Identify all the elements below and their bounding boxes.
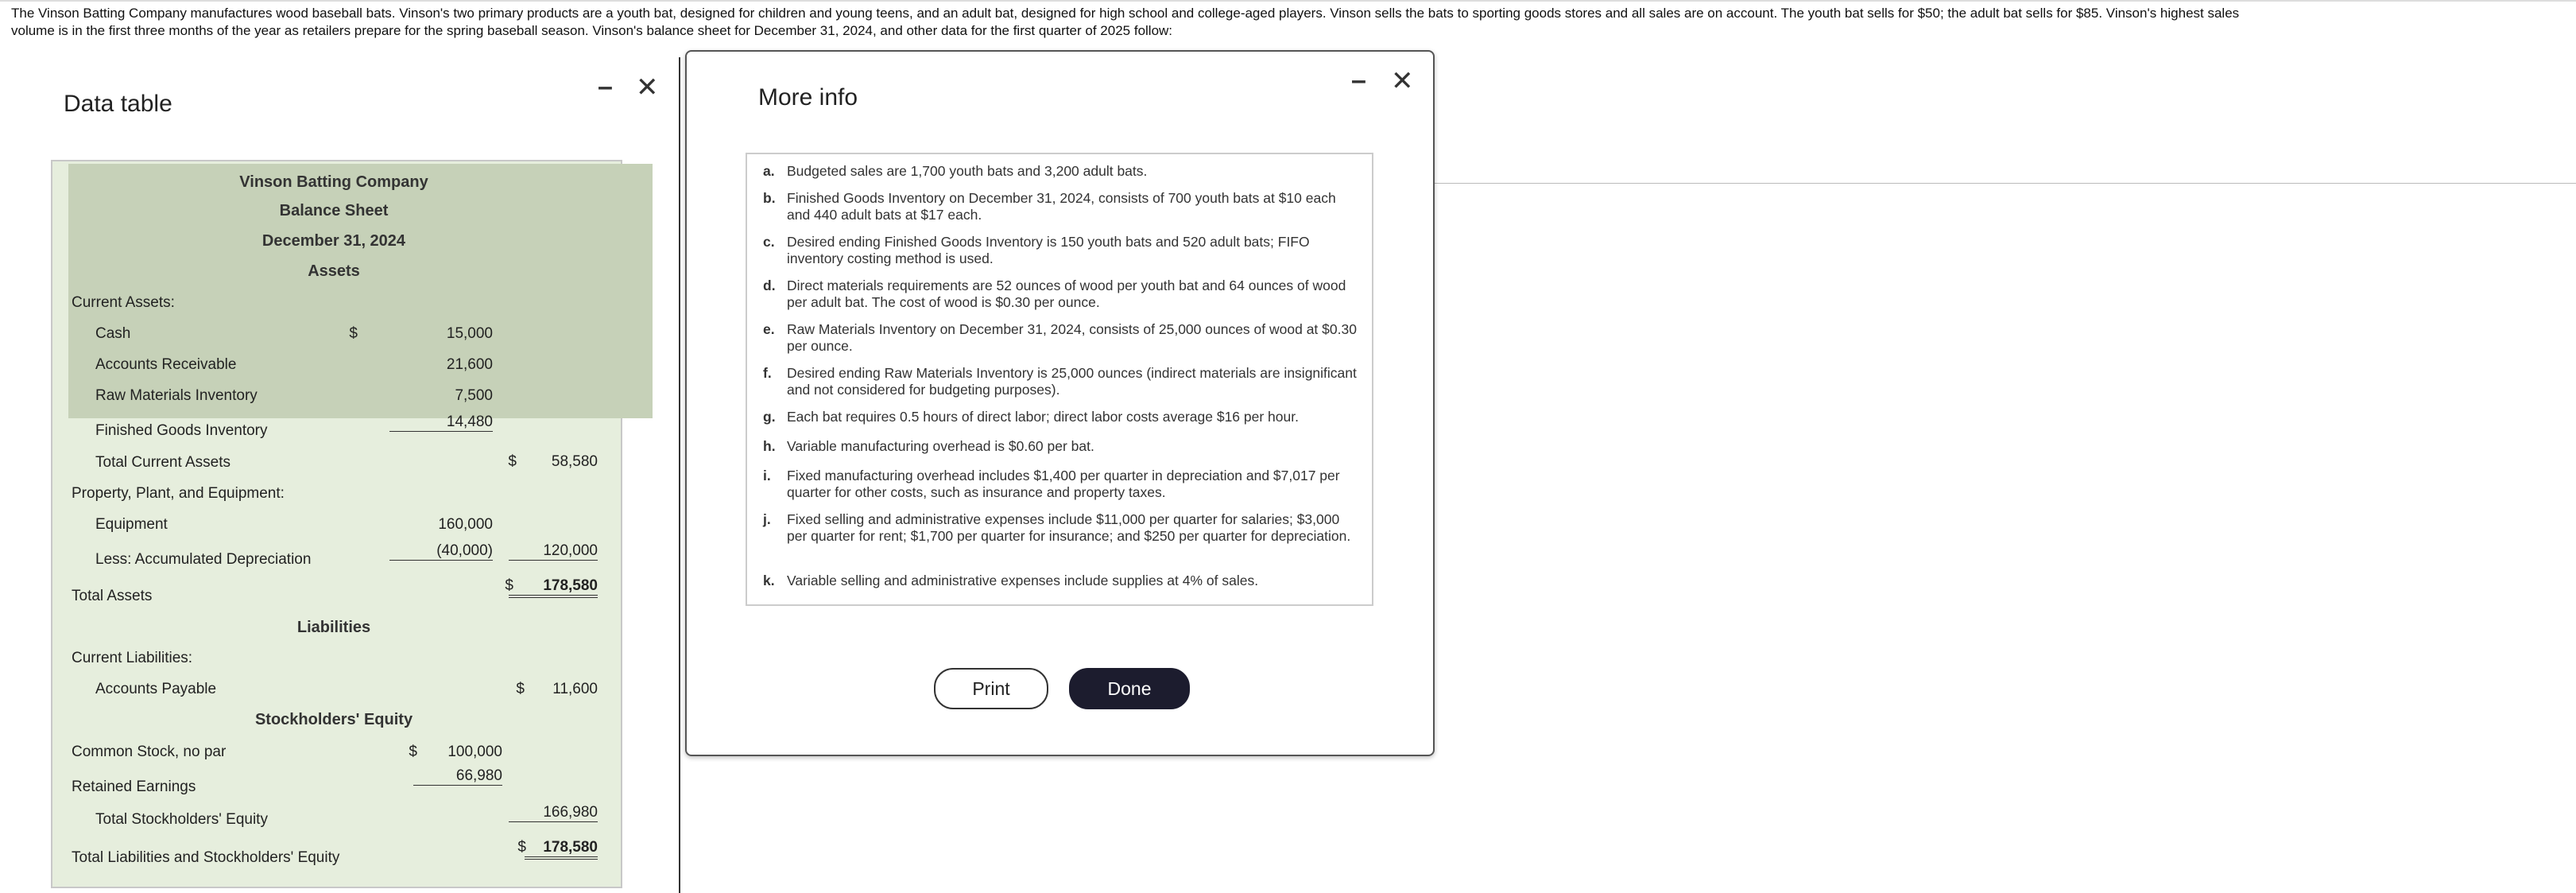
info-key: d. (763, 278, 776, 293)
accounts-payable-amount: 11,600 (552, 681, 598, 697)
info-key: c. (763, 234, 775, 250)
data-table-window-edge (679, 57, 680, 893)
info-item-g (763, 409, 1359, 425)
retained-earnings-label: Retained Earnings (72, 778, 196, 795)
info-text: Each bat requires 0.5 hours of direct labor; direct labor costs average $16 per hour. (787, 409, 1299, 425)
assets-heading: Assets (308, 262, 360, 280)
info-item-j (763, 511, 1359, 545)
close-icon[interactable]: ✕ (636, 72, 659, 103)
info-text: Desired ending Raw Materials Inventory is 25,000 ounces (indirect materials are insignificant and not considered for budgeting purposes). (787, 365, 1357, 398)
info-key: j. (763, 511, 771, 527)
accounts-receivable-amount: 21,600 (446, 356, 493, 373)
cs-dollar-sign: $ (409, 744, 417, 760)
total-current-assets-amount: 58,580 (551, 453, 598, 470)
info-text: Finished Goods Inventory on December 31, 2024, consists of 700 youth bats at $10 each and 440 adult bats at $17 each. (787, 190, 1336, 223)
info-item-k (763, 573, 1359, 589)
info-item-e (763, 321, 1359, 355)
data-table-title: Data table (64, 91, 172, 117)
info-key: h. (763, 438, 776, 454)
finished-goods-amount: 14,480 (389, 413, 493, 432)
info-key: k. (763, 573, 775, 588)
info-key: a. (763, 163, 775, 179)
info-text: Fixed manufacturing overhead includes $1,400 per quarter in depreciation and $7,017 per quarter for other costs, such as insurance and property taxes. (787, 468, 1340, 500)
liabilities-heading: Liabilities (296, 619, 371, 636)
accounts-payable-label: Accounts Payable (95, 681, 217, 697)
info-text: Direct materials requirements are 52 ounces of wood per youth bat and 64 ounces of wood per adult bat. The cost of wood is $0.30 per ounce. (787, 278, 1346, 310)
common-stock-label: Common Stock, no par (72, 744, 227, 760)
retained-earnings-amount: 66,980 (413, 767, 502, 786)
tlse-dollar-sign: $ (517, 839, 526, 856)
problem-statement (11, 5, 2566, 40)
total-assets-amount: 178,580 (509, 577, 598, 598)
info-key: i. (763, 468, 771, 483)
accounts-receivable-label: Accounts Receivable (95, 356, 237, 373)
info-key: b. (763, 190, 776, 206)
finished-goods-label: Finished Goods Inventory (95, 422, 268, 439)
info-item-c (763, 234, 1359, 267)
info-text: Desired ending Finished Goods Inventory is 150 youth bats and 520 adult bats; FIFO inventory costing method is used. (787, 234, 1310, 266)
accumulated-depreciation-label: Less: Accumulated Depreciation (95, 551, 312, 568)
stockholders-equity-heading: Stockholders' Equity (254, 711, 413, 728)
raw-materials-amount: 7,500 (455, 387, 493, 404)
more-info-title: More info (758, 84, 858, 111)
total-stockholders-equity-label: Total Stockholders' Equity (95, 811, 268, 828)
problem-line-2: volume is in the first three months of the year as retailers prepare for the spring baseball season. Vinson's balance sheet for December 31, 2024, and other data for the first quarter of 2025 follow: (11, 23, 1173, 38)
print-button[interactable]: Print (934, 668, 1048, 709)
cash-amount: 15,000 (446, 325, 493, 342)
info-item-i (763, 468, 1359, 501)
info-item-h (763, 438, 1359, 455)
info-text: Budgeted sales are 1,700 youth bats and 3,200 adult bats. (787, 163, 1148, 179)
info-item-a (763, 163, 1359, 180)
statement-date: December 31, 2024 (261, 232, 406, 250)
company-name: Vinson Batting Company (239, 173, 428, 191)
total-stockholders-equity-amount: 166,980 (509, 804, 598, 822)
info-key: e. (763, 321, 775, 337)
equipment-label: Equipment (95, 516, 168, 533)
more-info-list (746, 153, 1373, 606)
ta-dollar-sign: $ (505, 577, 513, 594)
ppe-label: Property, Plant, and Equipment: (72, 485, 285, 502)
current-assets-label: Current Assets: (72, 294, 175, 311)
raw-materials-label: Raw Materials Inventory (95, 387, 258, 404)
equipment-amount: 160,000 (438, 516, 493, 533)
info-key: f. (763, 365, 772, 381)
cash-label: Cash (95, 325, 131, 342)
problem-line-1: The Vinson Batting Company manufactures wood baseball bats. Vinson's two primary products are a youth bat, designed for children and young teens, and an adult bat, designed for high school and college-aged players. Vinson sells the bats to sporting goods stores and all sales are on account. The youth bat sells for $50; the adult bat sells for $85. Vinson's highest sales (11, 6, 2240, 21)
total-current-assets-label: Total Current Assets (95, 454, 231, 471)
net-ppe-amount: 120,000 (509, 542, 598, 561)
minimize-button[interactable]: – (1351, 65, 1366, 95)
current-liabilities-label: Current Liabilities: (72, 650, 193, 666)
total-liabilities-equity-amount: 178,580 (525, 839, 598, 860)
minimize-button[interactable]: – (598, 72, 613, 102)
info-item-d (763, 278, 1359, 311)
info-key: g. (763, 409, 776, 425)
cash-dollar-sign: $ (349, 325, 358, 342)
top-divider (0, 0, 2576, 2)
ap-dollar-sign: $ (516, 681, 525, 697)
info-item-f (763, 365, 1359, 398)
info-item-b (763, 190, 1359, 223)
done-button[interactable]: Done (1069, 668, 1190, 709)
statement-name: Balance Sheet (279, 202, 389, 219)
info-text: Variable selling and administrative expenses include supplies at 4% of sales. (787, 573, 1259, 588)
info-text: Variable manufacturing overhead is $0.60 per bat. (787, 438, 1094, 454)
total-liabilities-equity-label: Total Liabilities and Stockholders' Equity (72, 849, 340, 866)
common-stock-amount: 100,000 (447, 744, 502, 760)
content-divider (1431, 183, 2576, 184)
total-assets-label: Total Assets (72, 588, 153, 604)
accumulated-depreciation-amount: (40,000) (389, 542, 493, 561)
info-text: Fixed selling and administrative expenses include $11,000 per quarter for salaries; $3,000 per quarter for rent; $1,700 per quarter for insurance; and $250 per quarter for depreciation. (787, 511, 1351, 544)
info-text: Raw Materials Inventory on December 31, 2024, consists of 25,000 ounces of wood at $0.30 per ounce. (787, 321, 1357, 354)
close-icon[interactable]: ✕ (1391, 66, 1414, 96)
tca-dollar-sign: $ (508, 453, 517, 470)
